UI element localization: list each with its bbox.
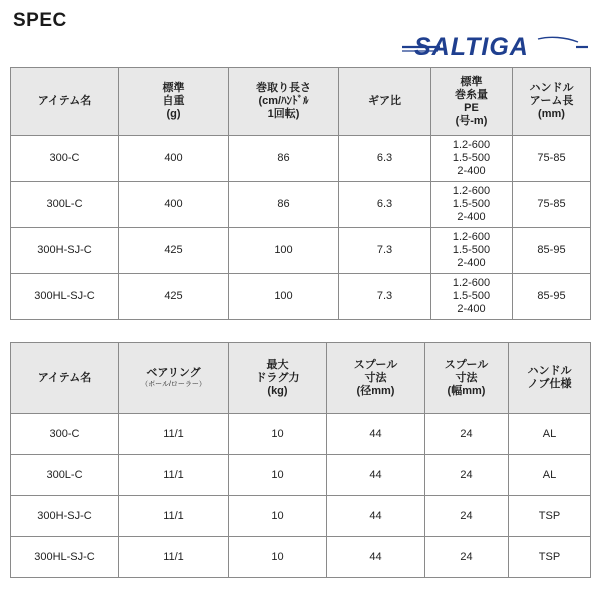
- table-row: [11, 414, 591, 455]
- cell-retrieve: 100: [229, 228, 339, 274]
- cell-pe: 1.2-600 1.5-500 2-400: [431, 274, 513, 320]
- cell-drag: 10: [229, 537, 327, 578]
- th-bearing: ベアリング （ボール/ローラー）: [119, 343, 229, 414]
- cell-item-name: 300-C: [11, 136, 119, 182]
- cell-arm: 85-95: [513, 228, 591, 274]
- table1-header-row: [11, 68, 591, 136]
- cell-bearing: 11/1: [119, 455, 229, 496]
- th-spool-width: スプール 寸法 (幅mm): [425, 343, 509, 414]
- table2-header-row: [11, 343, 591, 414]
- spec-table-1: [10, 67, 591, 320]
- cell-item-name: 300HL-SJ-C: [11, 274, 119, 320]
- cell-arm: 75-85: [513, 136, 591, 182]
- cell-retrieve: 86: [229, 182, 339, 228]
- cell-item-name: 300-C: [11, 414, 119, 455]
- brand-text: SALTIGA: [414, 33, 529, 60]
- cell-spool-diameter: 44: [327, 414, 425, 455]
- th-handle-knob: ハンドル ノブ仕様: [509, 343, 591, 414]
- cell-spool-width: 24: [425, 455, 509, 496]
- cell-item-name: 300L-C: [11, 182, 119, 228]
- cell-spool-width: 24: [425, 496, 509, 537]
- cell-knob: AL: [509, 414, 591, 455]
- cell-spool-diameter: 44: [327, 455, 425, 496]
- cell-knob: TSP: [509, 496, 591, 537]
- cell-item-name: 300H-SJ-C: [11, 228, 119, 274]
- cell-bearing: 11/1: [119, 414, 229, 455]
- cell-drag: 10: [229, 414, 327, 455]
- cell-gear: 7.3: [339, 228, 431, 274]
- cell-item-name: 300HL-SJ-C: [11, 537, 119, 578]
- cell-drag: 10: [229, 455, 327, 496]
- spec-table-2: [10, 342, 591, 578]
- cell-spool-width: 24: [425, 537, 509, 578]
- th-handle-arm: ハンドル アーム長 (mm): [513, 68, 591, 136]
- table-row: [11, 496, 591, 537]
- cell-drag: 10: [229, 496, 327, 537]
- th-gear-ratio: ギア比: [339, 68, 431, 136]
- cell-knob: AL: [509, 455, 591, 496]
- cell-spool-diameter: 44: [327, 537, 425, 578]
- th-weight: 標準 自重 (g): [119, 68, 229, 136]
- cell-gear: 6.3: [339, 182, 431, 228]
- page-title: SPEC: [13, 10, 67, 31]
- cell-retrieve: 86: [229, 136, 339, 182]
- cell-gear: 6.3: [339, 136, 431, 182]
- th-max-drag: 最大 ドラグ力 (kg): [229, 343, 327, 414]
- cell-spool-diameter: 44: [327, 496, 425, 537]
- th-item-name: アイテム名: [11, 68, 119, 136]
- cell-pe: 1.2-600 1.5-500 2-400: [431, 182, 513, 228]
- cell-spool-width: 24: [425, 414, 509, 455]
- table-row: [11, 274, 591, 320]
- cell-weight: 425: [119, 274, 229, 320]
- cell-item-name: 300H-SJ-C: [11, 496, 119, 537]
- cell-gear: 7.3: [339, 274, 431, 320]
- cell-weight: 400: [119, 182, 229, 228]
- th-spool-diameter: スプール 寸法 (径mm): [327, 343, 425, 414]
- header: [0, 0, 600, 60]
- cell-arm: 85-95: [513, 274, 591, 320]
- cell-knob: TSP: [509, 537, 591, 578]
- cell-item-name: 300L-C: [11, 455, 119, 496]
- cell-pe: 1.2-600 1.5-500 2-400: [431, 228, 513, 274]
- table-row: [11, 136, 591, 182]
- th-line-capacity: 標準 巻糸量 PE (号-m): [431, 68, 513, 136]
- table-row: [11, 537, 591, 578]
- th-item-name: アイテム名: [11, 343, 119, 414]
- table-row: [11, 228, 591, 274]
- cell-weight: 400: [119, 136, 229, 182]
- cell-bearing: 11/1: [119, 537, 229, 578]
- cell-weight: 425: [119, 228, 229, 274]
- th-retrieve: 巻取り長さ (cm/ﾊﾝﾄﾞﾙ 1回転): [229, 68, 339, 136]
- table-row: [11, 182, 591, 228]
- saltiga-logo: [400, 30, 590, 60]
- cell-arm: 75-85: [513, 182, 591, 228]
- cell-bearing: 11/1: [119, 496, 229, 537]
- cell-pe: 1.2-600 1.5-500 2-400: [431, 136, 513, 182]
- cell-retrieve: 100: [229, 274, 339, 320]
- table-row: [11, 455, 591, 496]
